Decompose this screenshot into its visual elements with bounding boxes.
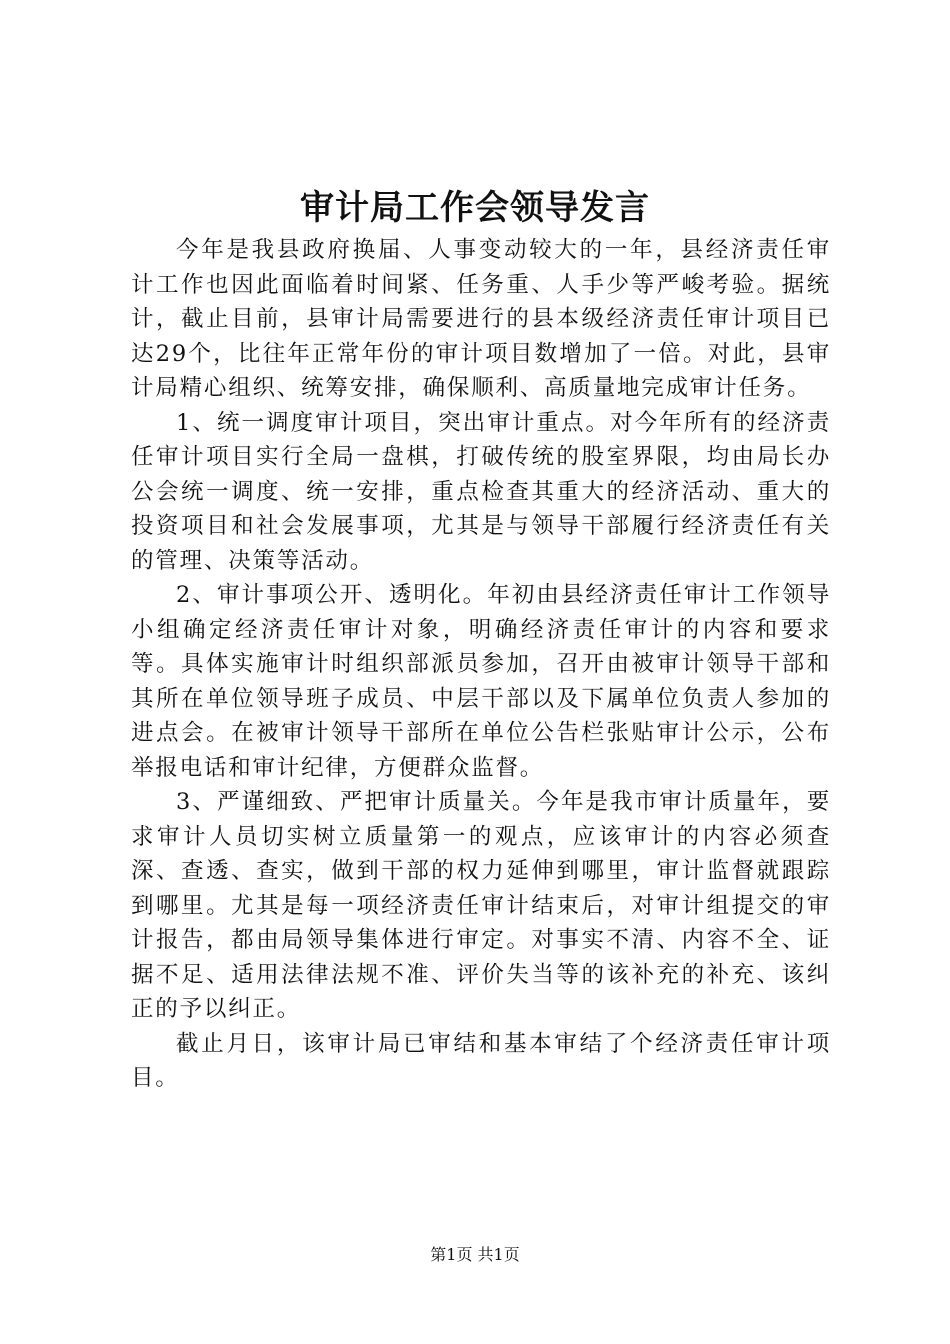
paragraph-item-2: 2、审计事项公开、透明化。年初由县经济责任审计工作领导小组确定经济责任审计对象，明确经济责任审计的内容和要求等。具体实施审计时组织部派员参加，召开由被审计领导干部和其所在单位领导班子成员、中层干部以及下属单位负责人参加的进点会。在被审计领导干部所在单位公告栏张贴审计公示，公布举报电话和审计纪律，方便群众监督。 — [131, 582, 831, 781]
paragraph-intro: 今年是我县政府换届、人事变动较大的一年，县经济责任审计工作也因此面临着时间紧、任务重、人手少等严峻考验。据统计，截止目前，县审计局需要进行的县本级经济责任审计项目已达29个，比往年正常年份的审计项目数增加了一倍。对此，县审计局精心组织、统筹安排，确保顺利、高质量地完成审计任务。 — [131, 237, 831, 401]
paragraph-item-1: 1、统一调度审计项目，突出审计重点。对今年所有的经济责任审计项目实行全局一盘棋，打破传统的股室界限，均由局长办公会统一调度、统一安排，重点检查其重大的经济活动、重大的投资项目和社会发展事项，尤其是与领导干部履行经济责任有关的管理、决策等活动。 — [131, 409, 831, 574]
page-footer: 第1页 共1页 — [430, 1245, 520, 1264]
paragraph-closing: 截止月日，该审计局已审结和基本审结了个经济责任审计项目。 — [131, 1030, 831, 1091]
document-title: 审计局工作会领导发言 — [300, 188, 650, 228]
document-body — [131, 233, 831, 1096]
paragraph-item-3: 3、严谨细致、严把审计质量关。今年是我市审计质量年，要求审计人员切实树立质量第一的观点，应该审计的内容必须查深、查透、查实，做到干部的权力延伸到哪里，审计监督就跟踪到哪里。尤其是每一项经济责任审计结束后，对审计组提交的审计报告，都由局领导集体进行审定。对事实不清、内容不全、证据不足、适用法律法规不准、评价失当等的该补充的补充、该纠正的予以纠正。 — [131, 789, 831, 1022]
